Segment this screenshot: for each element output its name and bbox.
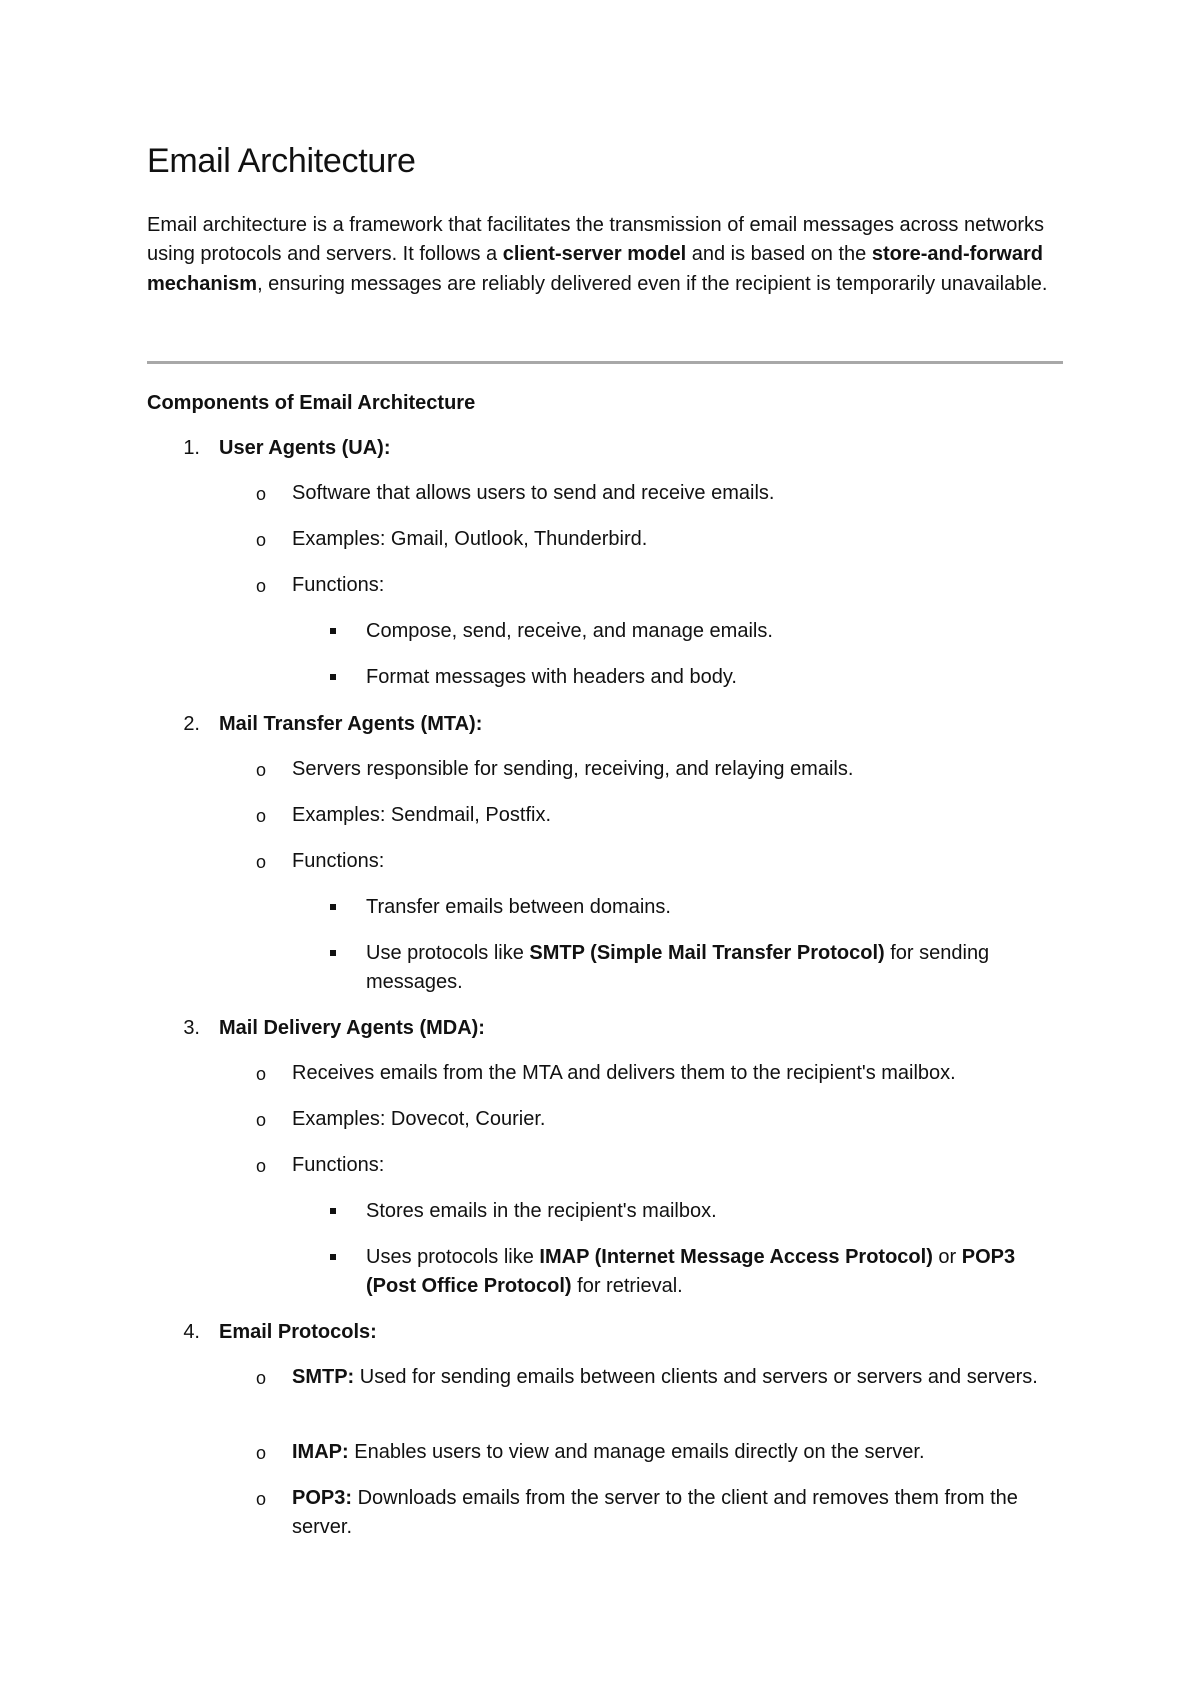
circle-bullet-icon: o	[256, 1489, 267, 1509]
circle-bullet-icon: o	[256, 1110, 267, 1130]
component-heading-protocols: Email Protocols:	[219, 1321, 377, 1343]
square-bullet-icon	[330, 950, 336, 956]
square-bullet-icon	[330, 674, 336, 680]
intro-text-2: and is based on the	[686, 243, 872, 266]
protocol-item-smtp: SMTP: Used for sending emails between clients and servers or servers and servers.	[292, 1366, 1038, 1388]
circle-bullet-icon: o	[256, 576, 267, 596]
section-heading: Components of Email Architecture	[147, 392, 476, 414]
circle-bullet-icon: o	[256, 1064, 267, 1084]
intro-paragraph	[147, 211, 1067, 299]
square-bullet-icon	[330, 1208, 336, 1214]
circle-bullet-icon: o	[256, 484, 267, 504]
list-item: Functions:	[292, 574, 385, 596]
square-bullet-icon	[330, 904, 336, 910]
horizontal-divider	[147, 361, 1063, 364]
square-bullet-icon	[330, 1254, 336, 1260]
list-item-imap-pop3-usage: Uses protocols like IMAP (Internet Message Access Protocol) or POP3 (Post Office Protocol) for retrieval.	[366, 1246, 1016, 1298]
page-title: Email Architecture	[147, 142, 416, 180]
list-item: Transfer emails between domains.	[366, 896, 671, 918]
list-item: Examples: Gmail, Outlook, Thunderbird.	[292, 528, 648, 550]
list-item: Functions:	[292, 850, 385, 872]
circle-bullet-icon: o	[256, 852, 267, 872]
list-number-3: 3.	[183, 1017, 200, 1039]
protocol-item-pop3: POP3: Downloads emails from the server to the client and removes them from the server.	[292, 1487, 1018, 1539]
circle-bullet-icon: o	[256, 1443, 267, 1463]
list-number-4: 4.	[183, 1321, 200, 1343]
list-item: Servers responsible for sending, receiving, and relaying emails.	[292, 758, 854, 780]
list-number-1: 1.	[183, 437, 200, 459]
list-item: Software that allows users to send and receive emails.	[292, 482, 775, 504]
intro-text-1: Email architecture is a framework that facilitates the transmission of email messages across networks using protocols and servers. It follows a	[147, 214, 1045, 266]
protocol-item-imap: IMAP: Enables users to view and manage emails directly on the server.	[292, 1441, 925, 1463]
square-bullet-icon	[330, 628, 336, 634]
list-number-2: 2.	[183, 713, 200, 735]
list-item: Receives emails from the MTA and delivers them to the recipient's mailbox.	[292, 1062, 956, 1084]
list-item: Format messages with headers and body.	[366, 666, 737, 688]
list-item: Compose, send, receive, and manage emails.	[366, 620, 773, 642]
list-item: Examples: Dovecot, Courier.	[292, 1108, 546, 1130]
component-heading-mda: Mail Delivery Agents (MDA):	[219, 1017, 485, 1039]
circle-bullet-icon: o	[256, 1156, 267, 1176]
intro-text-3: , ensuring messages are reliably delivered even if the recipient is temporarily unavailable.	[257, 272, 1048, 295]
list-item-smtp-usage: Use protocols like SMTP (Simple Mail Transfer Protocol) for sending messages.	[366, 942, 990, 994]
circle-bullet-icon: o	[256, 806, 267, 826]
intro-bold-store-forward: store-and-forward mechanism	[147, 243, 1043, 295]
intro-bold-client-server: client-server model	[502, 243, 687, 266]
circle-bullet-icon: o	[256, 760, 267, 780]
circle-bullet-icon: o	[256, 530, 267, 550]
list-item: Stores emails in the recipient's mailbox.	[366, 1200, 717, 1222]
circle-bullet-icon: o	[256, 1368, 267, 1388]
list-item: Examples: Sendmail, Postfix.	[292, 804, 551, 826]
list-item: Functions:	[292, 1154, 385, 1176]
component-heading-ua: User Agents (UA):	[219, 437, 391, 459]
component-heading-mta: Mail Transfer Agents (MTA):	[219, 713, 483, 735]
